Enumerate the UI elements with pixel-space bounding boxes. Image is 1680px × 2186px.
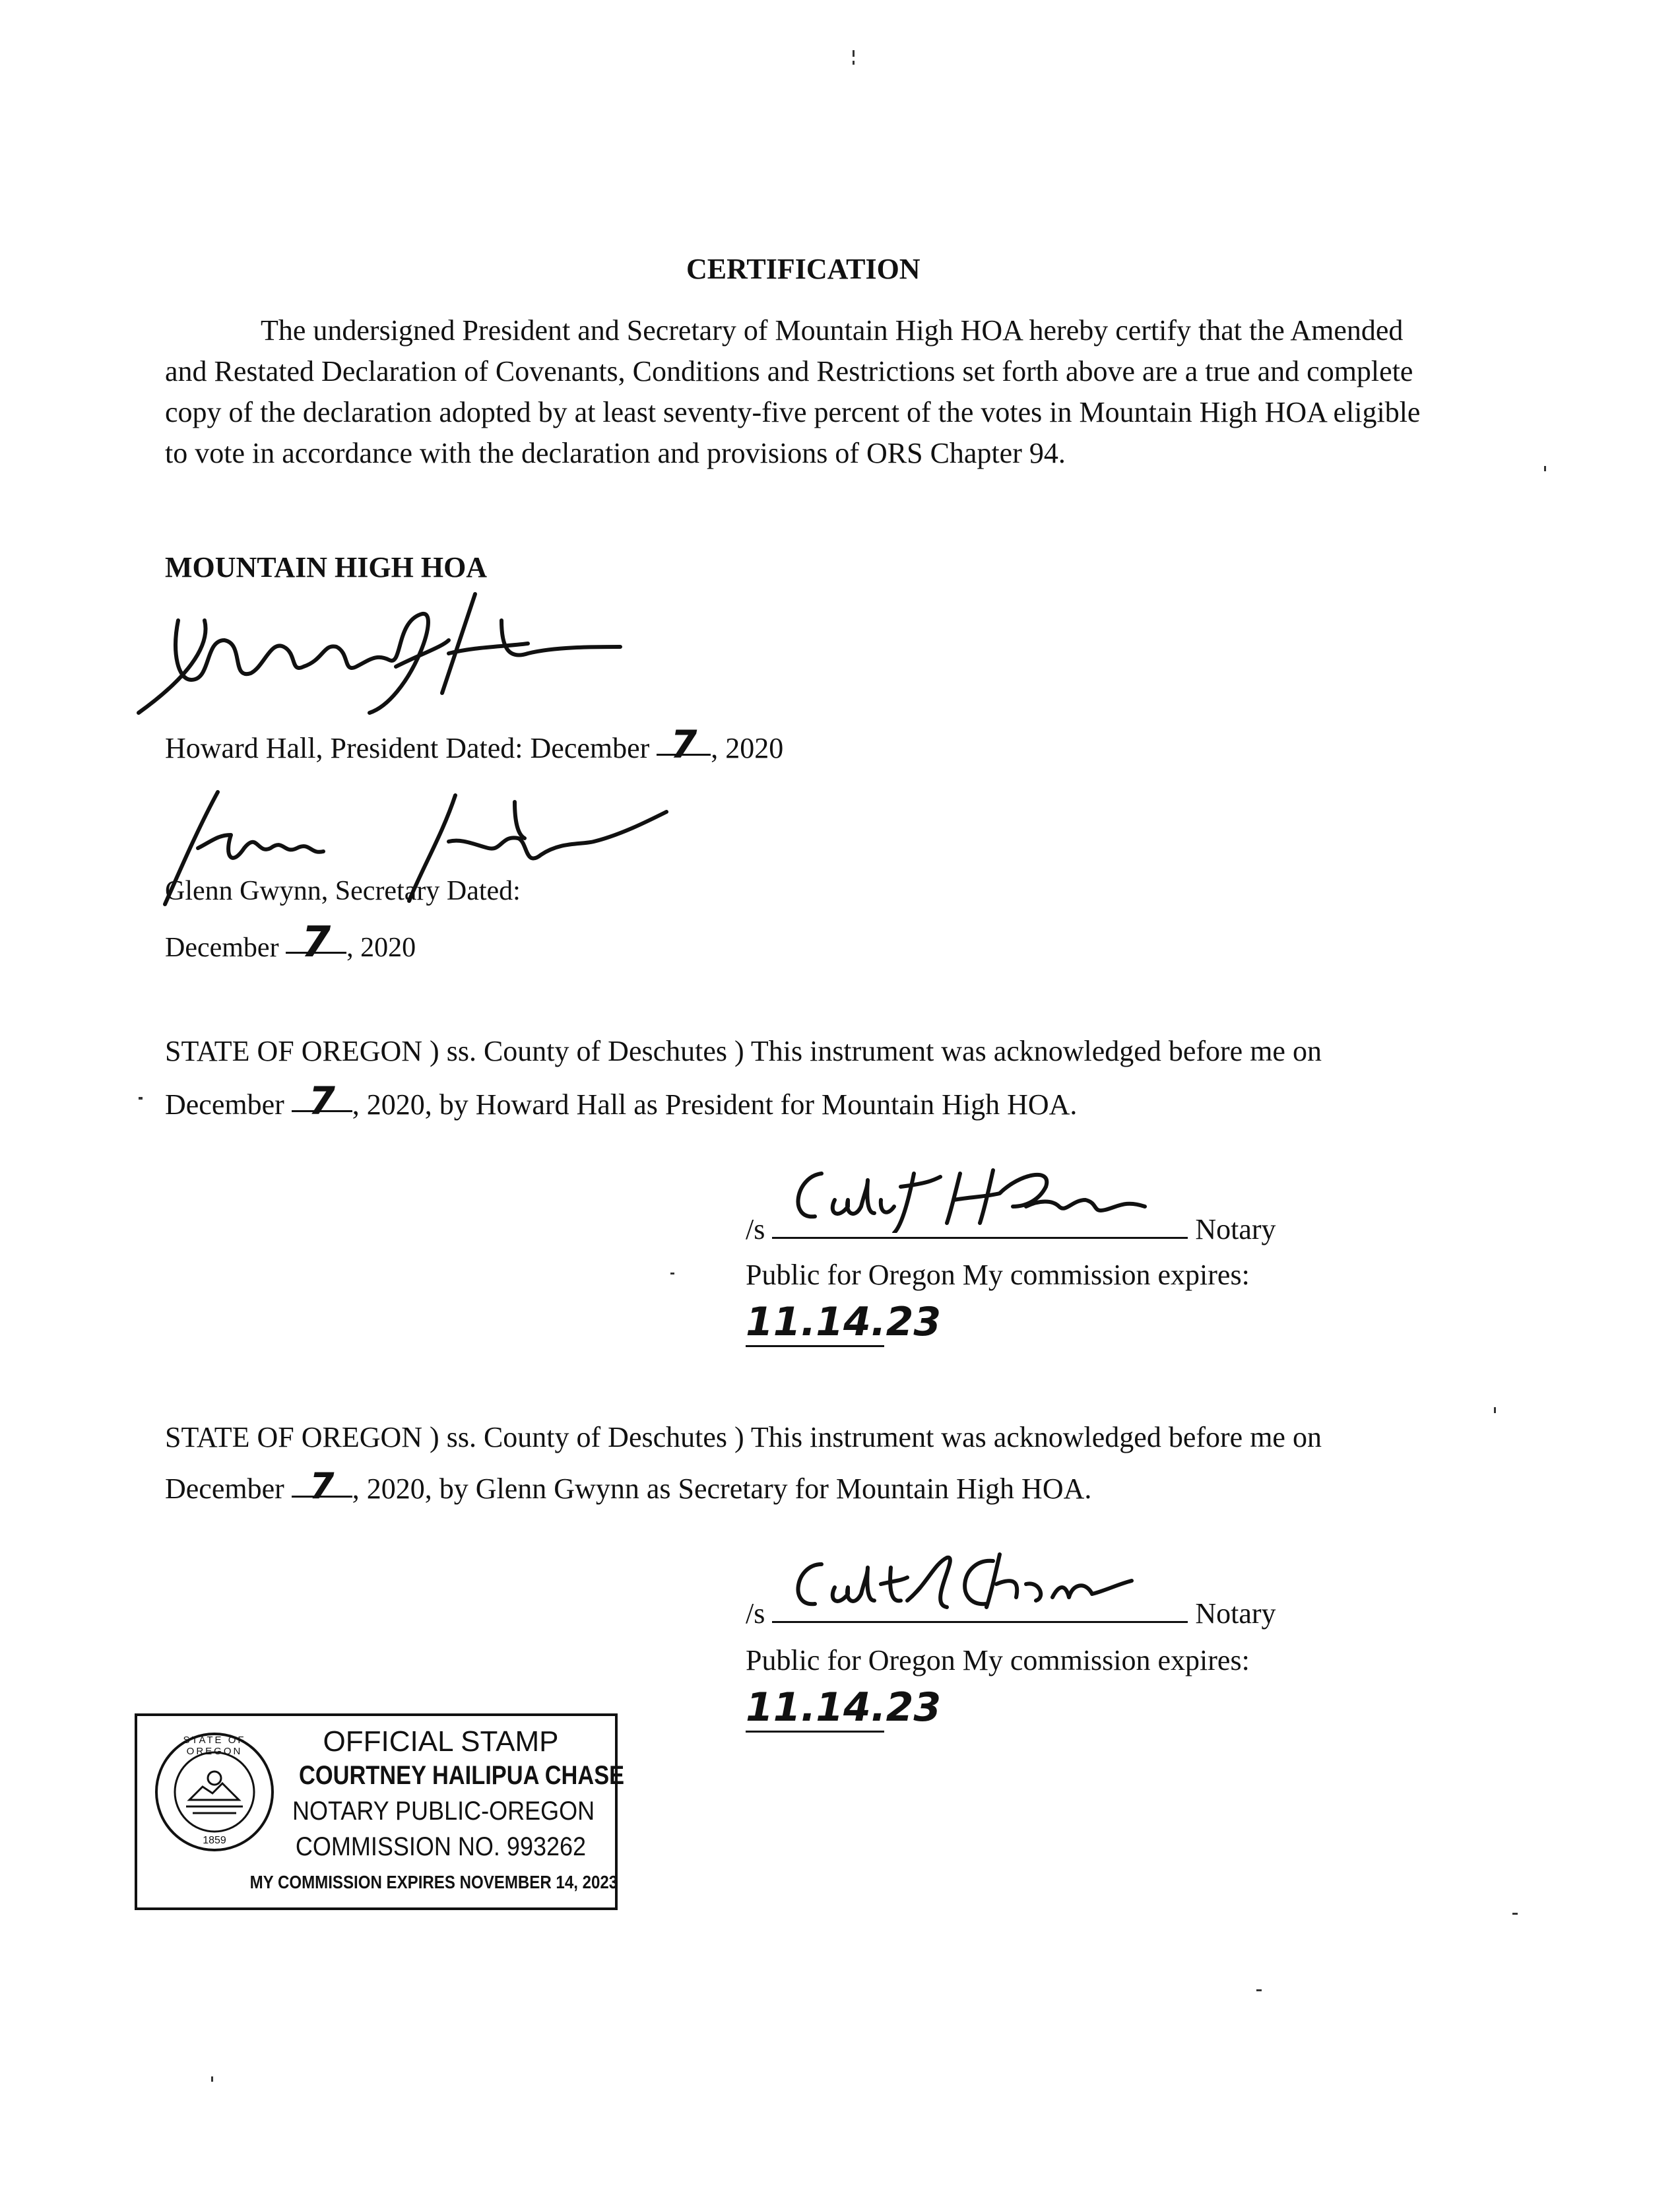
scan-speck <box>139 1097 143 1100</box>
page-title: CERTIFICATION <box>686 253 921 285</box>
seal-text-top: STATE OF OREGON <box>183 1735 246 1757</box>
secretary-dated-line: Glenn Gwynn, Secretary Dated: <box>165 876 521 906</box>
ack1-line1: STATE OF OREGON ) ss. County of Deschutes ) This instrument was acknowledged before me on <box>165 1035 1322 1067</box>
secretary-date-line <box>165 918 416 968</box>
secretary-day: 7 <box>301 918 331 967</box>
notary2-signature-blank <box>772 1592 1188 1623</box>
ack1-prefix: December <box>165 1088 284 1121</box>
ack1-day-blank <box>292 1078 352 1123</box>
scan-speck <box>211 2076 213 2082</box>
scan-speck <box>853 50 855 57</box>
ack2-day-blank <box>292 1465 352 1507</box>
stamp-commission-number: COMMISSION NO. 993262 <box>295 1832 587 1861</box>
notary1-sign-line <box>746 1208 1276 1249</box>
notary1-suffix: Notary <box>1195 1213 1276 1245</box>
notary1-signature <box>775 1160 1184 1233</box>
scan-speck <box>670 1273 674 1275</box>
notary1-expires: 11.14.23 <box>746 1299 884 1347</box>
seal-year: 1859 <box>203 1835 226 1846</box>
ack1-day: 7 <box>308 1078 335 1123</box>
state-seal <box>153 1731 276 1853</box>
stamp-notary-name: COURTNEY HAILIPUA CHASE <box>299 1761 625 1790</box>
notary2-sign-line <box>746 1592 1276 1634</box>
notary2-commission-line: Public for Oregon My commission expires: <box>746 1644 1250 1676</box>
notary2-signature <box>775 1544 1184 1617</box>
president-day: 7 <box>670 722 697 767</box>
stamp-notary-title: NOTARY PUBLIC-OREGON <box>292 1797 595 1826</box>
ack2-prefix: December <box>165 1473 284 1505</box>
stamp-heading: OFFICIAL STAMP <box>323 1725 559 1758</box>
ack2-line1: STATE OF OREGON ) ss. County of Deschutes ) This instrument was acknowledged before me on <box>165 1421 1322 1453</box>
notary1-prefix: /s <box>746 1213 765 1245</box>
notary1-commission-line: Public for Oregon My commission expires: <box>746 1259 1250 1291</box>
scan-speck <box>853 61 855 65</box>
scan-speck <box>1256 1989 1262 1991</box>
secretary-day-blank <box>286 918 346 967</box>
president-dated-suffix: , 2020 <box>711 732 784 764</box>
notary2-prefix: /s <box>746 1597 765 1630</box>
president-day-blank <box>657 722 711 767</box>
notary2-expires: 11.14.23 <box>746 1684 884 1733</box>
secretary-dated-prefix: December <box>165 933 279 963</box>
scan-speck <box>1544 466 1546 471</box>
ack2-line2 <box>165 1467 1091 1509</box>
certification-paragraph: The undersigned President and Secretary of Mountain High HOA hereby certify that the Amended and Restated Declaration of Covenants, Conditions and Restrictions set forth above are a true and complete copy of the declaration adopted by at least seventy-five percent of the votes in Mountain High HOA eligible to vote in accordance with the declaration and provisions of ORS Chapter 94. <box>165 314 1421 469</box>
org-name: MOUNTAIN HIGH HOA <box>165 551 488 583</box>
notary1-signature-blank <box>772 1208 1188 1239</box>
ack2-suffix: , 2020, by Glenn Gwynn as Secretary for Mountain High HOA. <box>352 1473 1092 1505</box>
ack2-day: 7 <box>309 1465 335 1507</box>
secretary-dated-suffix: , 2020 <box>346 933 416 963</box>
president-dated-line <box>165 722 784 768</box>
scan-speck <box>1494 1407 1496 1413</box>
president-signature <box>132 581 633 726</box>
ack1-line2 <box>165 1078 1078 1125</box>
stamp-expiration: MY COMMISSION EXPIRES NOVEMBER 14, 2023 <box>249 1872 618 1892</box>
ack1-suffix: , 2020, by Howard Hall as President for Mountain High HOA. <box>352 1088 1078 1121</box>
official-stamp <box>135 1713 625 1910</box>
notary2-suffix: Notary <box>1195 1597 1276 1630</box>
scan-speck <box>1512 1913 1518 1915</box>
president-dated-prefix: Howard Hall, President Dated: December <box>165 732 650 764</box>
